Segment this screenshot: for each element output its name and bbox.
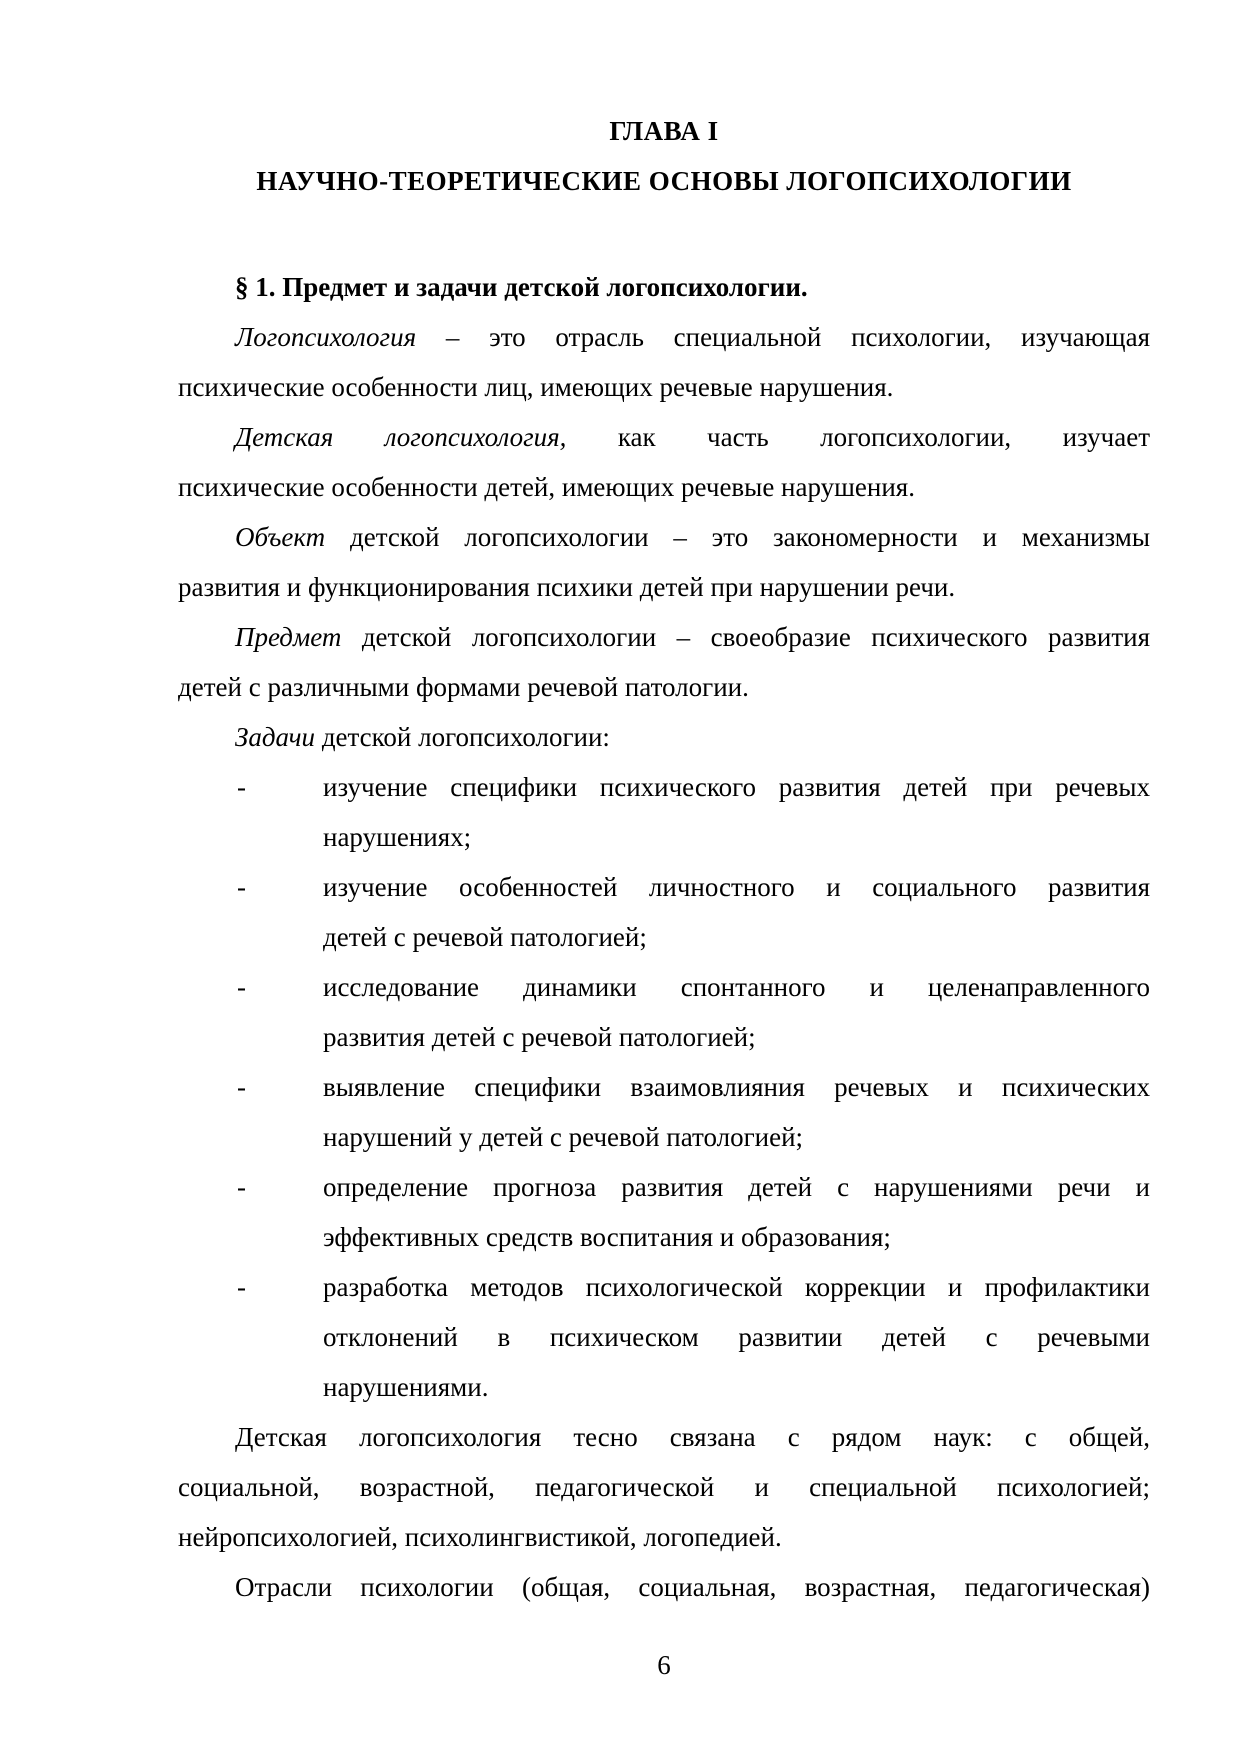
list-item-text	[323, 1062, 1150, 1162]
italic-term: Логопсихология	[235, 322, 417, 352]
paragraph	[178, 512, 1150, 612]
text-line: Объект детской логопсихологии – это закономерности и механизмы	[235, 522, 1150, 552]
list-item-text	[323, 1262, 1150, 1412]
section-heading: § 1. Предмет и задачи детской логопсихологии.	[235, 272, 808, 302]
list-item-text	[323, 962, 1150, 1062]
italic-term: Объект	[235, 522, 326, 552]
text-line: социальной, возрастной, педагогической и специальной психологией;	[178, 1472, 1150, 1502]
text-line: Детская логопсихология, как часть логопсихологии, изучает	[235, 422, 1150, 452]
list-item	[178, 1162, 1150, 1262]
list-item	[178, 762, 1150, 862]
list-item	[178, 862, 1150, 962]
text-line: Детская логопсихология тесно связана с рядом наук: с общей,	[235, 1422, 1150, 1452]
list-item-text	[323, 1162, 1150, 1262]
list-dash-marker: -	[237, 772, 246, 802]
paragraph	[178, 412, 1150, 512]
text-line: выявление специфики взаимовлияния речевых и психических	[323, 1072, 1150, 1102]
list-item-text	[323, 762, 1150, 862]
list-dash-marker: -	[237, 1072, 246, 1102]
italic-term: Задачи	[235, 722, 316, 752]
italic-term: Детская логопсихология,	[235, 422, 567, 452]
list-dash-marker: -	[237, 872, 246, 902]
text-line: разработка методов психологической коррекции и профилактики	[323, 1272, 1150, 1302]
text-line: Задачи детской логопсихологии:	[235, 722, 610, 752]
list-dash-marker: -	[237, 972, 246, 1002]
body-text	[178, 312, 1150, 1612]
text-line: исследование динамики спонтанного и целенаправленного	[323, 972, 1150, 1002]
list-dash-marker: -	[237, 1272, 246, 1302]
list-dash-marker: -	[237, 1172, 246, 1202]
page-number: 6	[657, 1650, 671, 1680]
paragraph	[178, 1412, 1150, 1562]
paragraph	[178, 1562, 1150, 1612]
text-line: нарушениями.	[323, 1372, 489, 1402]
paragraph	[178, 612, 1150, 712]
list-item-text	[323, 862, 1150, 962]
chapter-subtitle: НАУЧНО-ТЕОРЕТИЧЕСКИЕ ОСНОВЫ ЛОГОПСИХОЛОГИИ	[256, 166, 1072, 196]
text-line: развития детей с речевой патологией;	[323, 1022, 756, 1052]
text-line: Логопсихология – это отрасль специальной психологии, изучающая	[235, 322, 1150, 352]
italic-term: Предмет	[235, 622, 342, 652]
text-line: отклонений в психическом развитии детей с речевыми	[323, 1322, 1150, 1352]
paragraph	[178, 312, 1150, 412]
text-line: развития и функционирования психики детей при нарушении речи.	[178, 572, 956, 602]
list-item	[178, 1062, 1150, 1162]
text-line: детей с различными формами речевой патологии.	[178, 672, 749, 702]
text-block	[178, 0, 1150, 1612]
text-line: Отрасли психологии (общая, социальная, возрастная, педагогическая)	[235, 1572, 1150, 1602]
chapter-title: ГЛАВА I	[609, 116, 719, 146]
text-line: определение прогноза развития детей с нарушениями речи и	[323, 1172, 1150, 1202]
text-line: нейропсихологией, психолингвистикой, логопедией.	[178, 1522, 782, 1552]
text-line: нарушений у детей с речевой патологией;	[323, 1122, 804, 1152]
list-item	[178, 962, 1150, 1062]
text-line: изучение особенностей личностного и социального развития	[323, 872, 1150, 902]
text-line: Предмет детской логопсихологии – своеобразие психического развития	[235, 622, 1150, 652]
text-line: детей с речевой патологией;	[323, 922, 647, 952]
paragraph	[178, 712, 1150, 762]
text-line: психические особенности детей, имеющих речевые нарушения.	[178, 472, 915, 502]
text-line: изучение специфики психического развития детей при речевых	[323, 772, 1150, 802]
text-line: эффективных средств воспитания и образования;	[323, 1222, 891, 1252]
text-line: нарушениях;	[323, 822, 472, 852]
text-line: психические особенности лиц, имеющих речевые нарушения.	[178, 372, 894, 402]
list-item	[178, 1262, 1150, 1412]
